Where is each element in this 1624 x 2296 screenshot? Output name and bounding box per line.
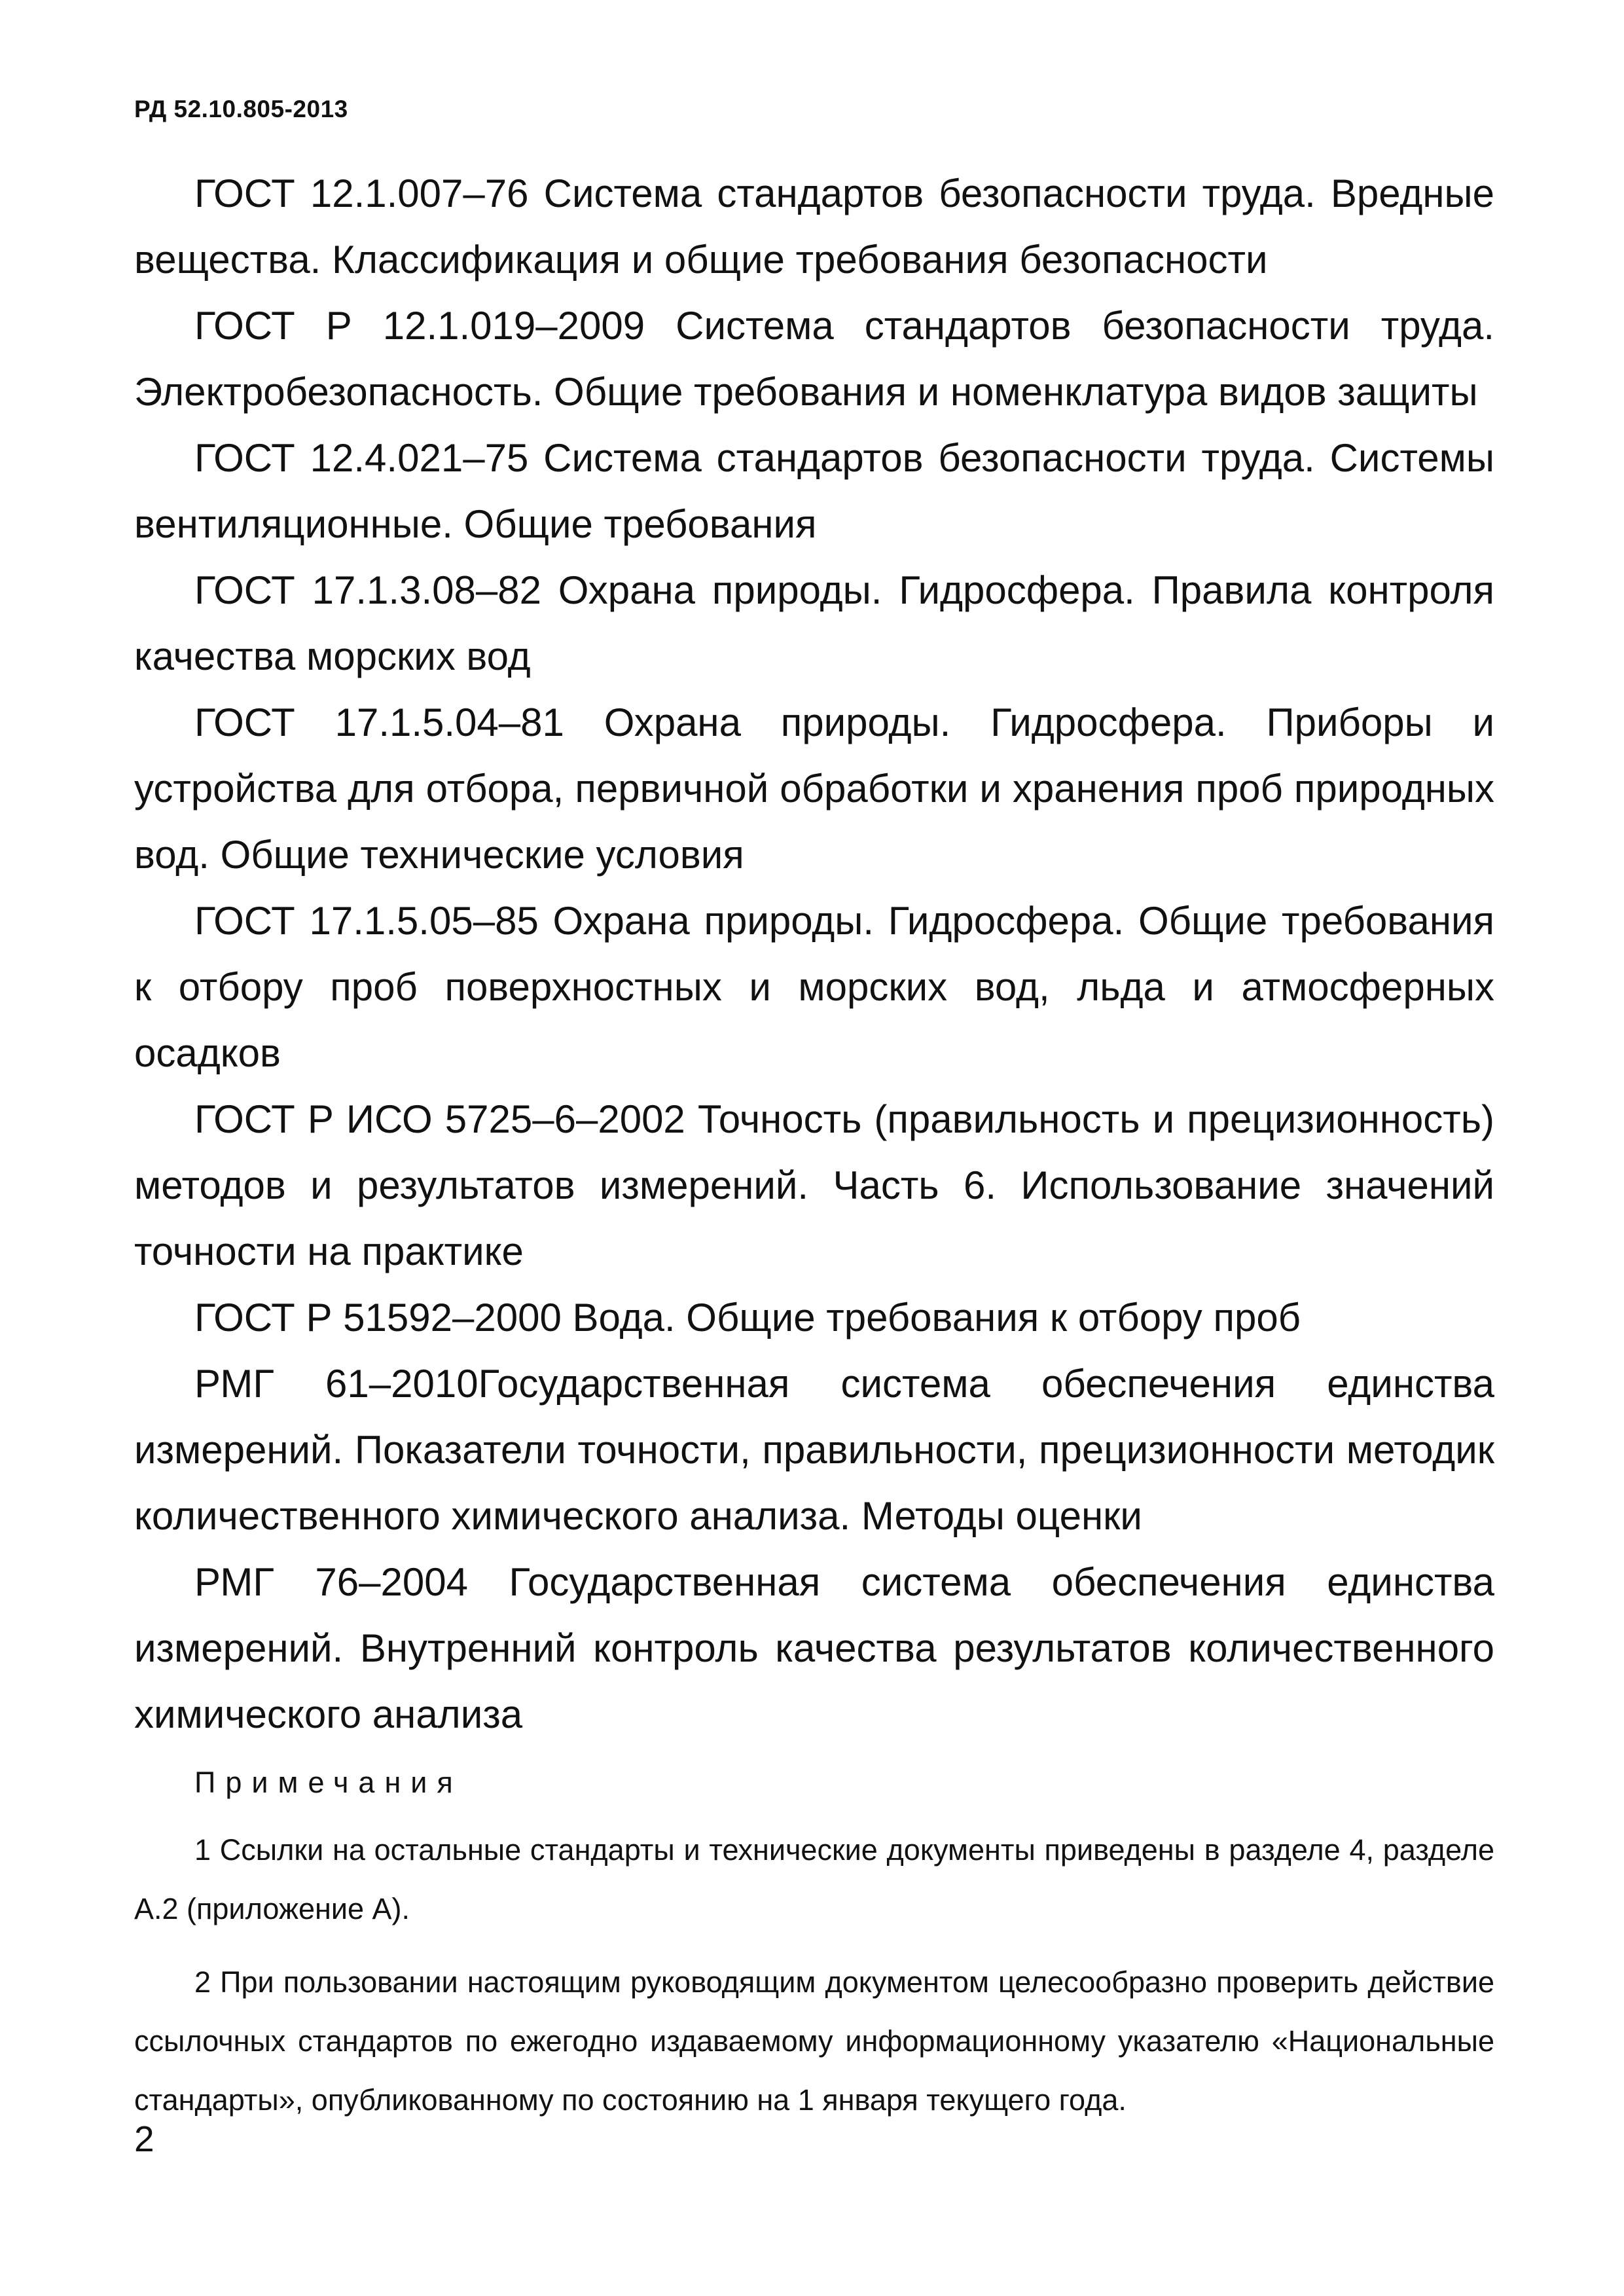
notes-section [134, 1763, 1494, 2130]
reference-entry: ГОСТ 12.4.021–75 Система стандартов безопасности труда. Системы вентиляционные. Общие требования [134, 436, 1494, 546]
note-item: 2 При пользовании настоящим руководящим документом целесообразно проверить действие ссылочных стандартов по ежегодно издаваемому информационному указателю «Национальные стандарты», опубликованному по состоянию на 1 января текущего года. [134, 1965, 1494, 2117]
reference-entry: ГОСТ 17.1.5.04–81 Охрана природы. Гидросфера. Приборы и устройства для отбора, первичной обработки и хранения проб природных вод. Общие технические условия [134, 701, 1494, 877]
reference-entry: РМГ 61–2010Государственная система обеспечения единства измерений. Показатели точности, правильности, прецизионности методик количественного химического анализа. Методы оценки [134, 1362, 1494, 1538]
reference-entry: ГОСТ Р 51592–2000 Вода. Общие требования к отбору проб [194, 1296, 1301, 1339]
document-code: РД 52.10.805-2013 [134, 96, 348, 122]
reference-entry: ГОСТ 17.1.3.08–82 Охрана природы. Гидросфера. Правила контроля качества морских вод [134, 568, 1494, 678]
reference-entry: ГОСТ 17.1.5.05–85 Охрана природы. Гидросфера. Общие требования к отбору проб поверхностных и морских вод, льда и атмосферных осадков [134, 899, 1494, 1075]
normative-references [134, 160, 1494, 2144]
reference-entry: РМГ 76–2004 Государственная система обеспечения единства измерений. Внутренний контроль качества результатов количественного химического анализа [134, 1560, 1494, 1736]
reference-entry: ГОСТ Р 12.1.019–2009 Система стандартов безопасности труда. Электробезопасность. Общие требования и номенклатура видов защиты [134, 304, 1494, 414]
reference-entry: ГОСТ 12.1.007–76 Система стандартов безопасности труда. Вредные вещества. Классификация и общие требования безопасности [134, 172, 1494, 282]
page-number: 2 [134, 2119, 154, 2159]
notes-title: Примечания [194, 1766, 463, 1799]
note-item: 1 Ссылки на остальные стандарты и технические документы приведены в разделе 4, разделе А.2 (приложение А). [134, 1833, 1494, 1925]
reference-entry: ГОСТ Р ИСО 5725–6–2002 Точность (правильность и прецизионность) методов и результатов измерений. Часть 6. Использование значений точности на практике [134, 1097, 1494, 1273]
